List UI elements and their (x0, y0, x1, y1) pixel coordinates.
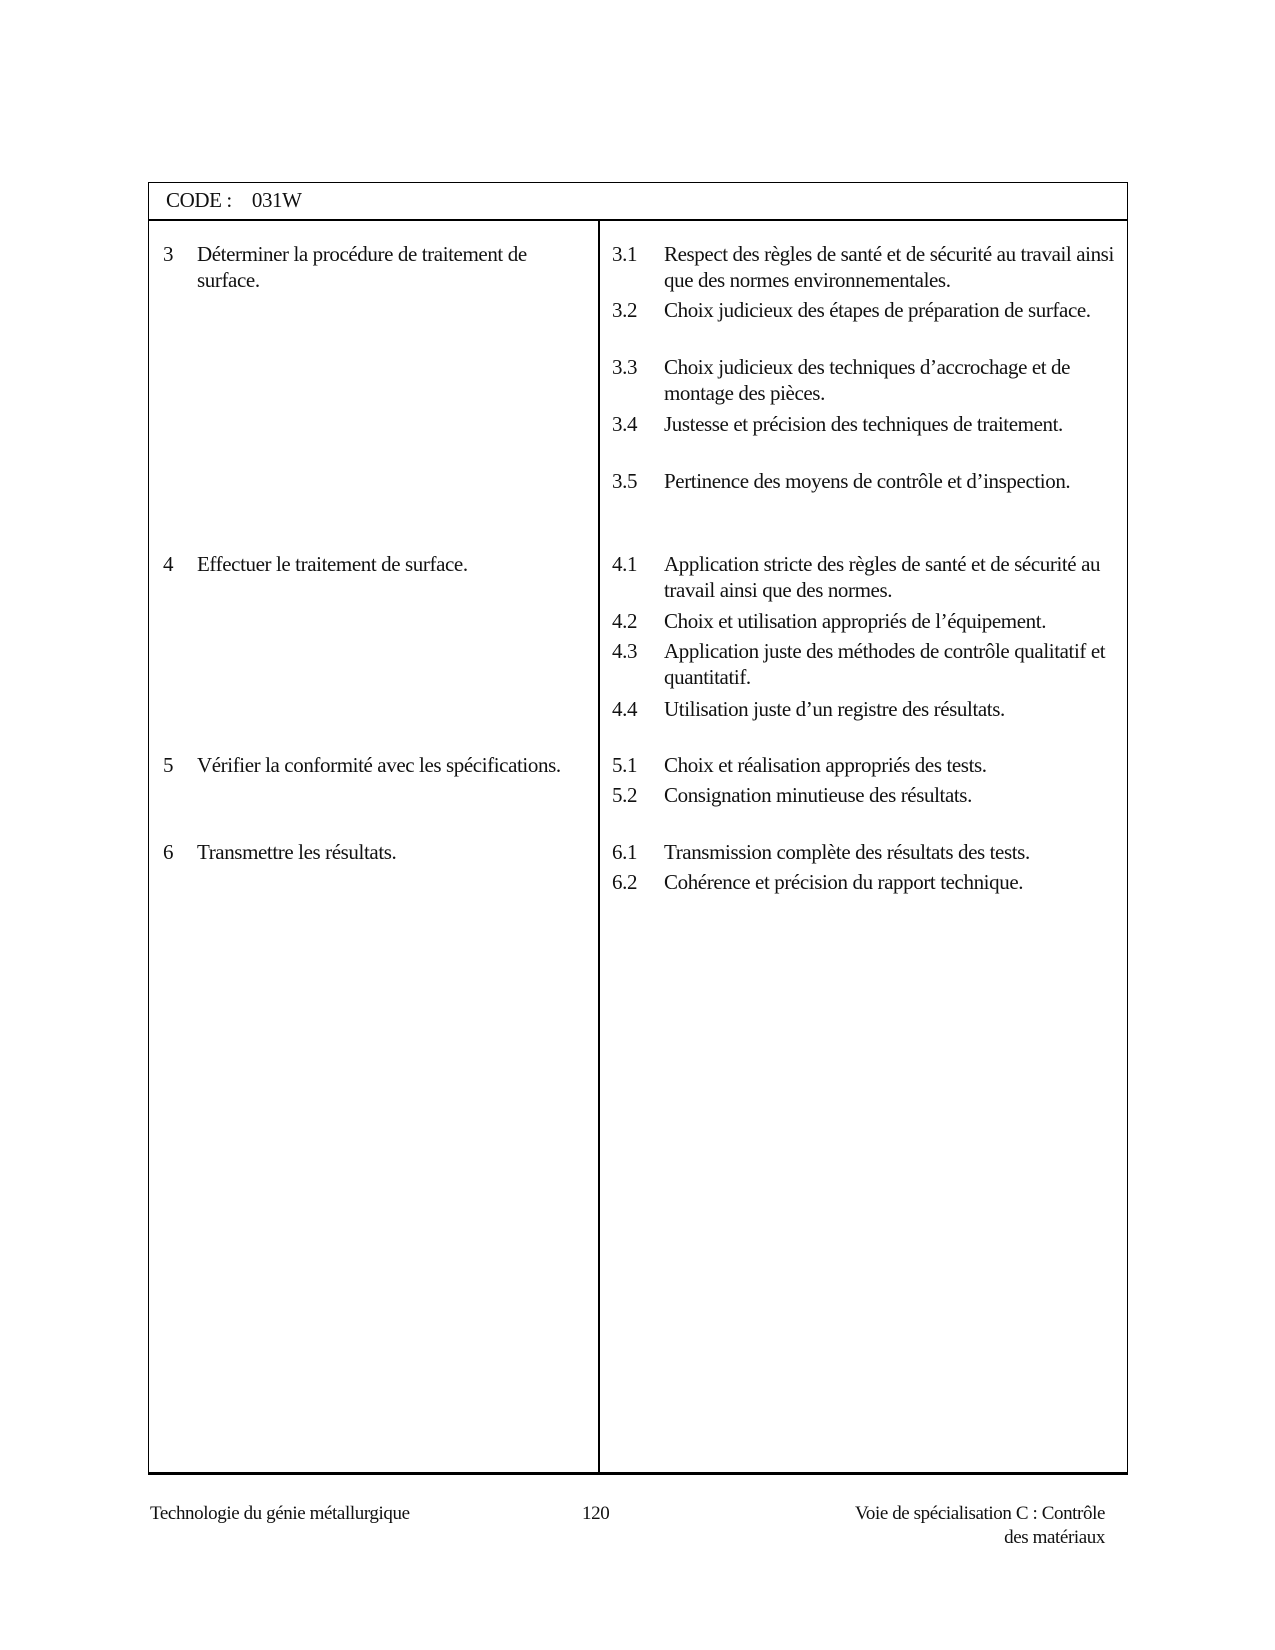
criterion-text: Utilisation juste d’un registre des résultats. (664, 697, 1005, 721)
criterion-number: 3.4 (612, 412, 638, 436)
criterion-text: Respect des règles de santé et de sécurité au travail ainsi que des normes environnementales. (664, 242, 1114, 292)
element-text: Transmettre les résultats. (197, 840, 397, 864)
criterion-number: 4.2 (612, 609, 638, 633)
element-number: 5 (163, 753, 174, 777)
element-text: Effectuer le traitement de surface. (197, 552, 468, 576)
footer-right-line1: Voie de spécialisation C : Contrôle (854, 1503, 1105, 1524)
criterion-number: 3.3 (612, 355, 638, 379)
criterion-text: Choix judicieux des étapes de préparation de surface. (664, 298, 1091, 322)
criterion-text: Cohérence et précision du rapport technique. (664, 870, 1024, 894)
criterion-number: 4.1 (612, 552, 638, 576)
criterion-number: 6.1 (612, 840, 638, 864)
criterion-text: Application juste des méthodes de contrôle qualitatif et quantitatif. (664, 639, 1106, 689)
criterion-number: 3.5 (612, 469, 638, 493)
footer-right-line2: des matériaux (1004, 1527, 1105, 1548)
criterion-number: 4.4 (612, 697, 638, 721)
element-number: 3 (163, 242, 174, 266)
footer-specialization (855, 1502, 1105, 1550)
criterion-number: 6.2 (612, 870, 638, 894)
criterion-text: Choix judicieux des techniques d’accrochage et de montage des pièces. (664, 355, 1071, 405)
element-text: Déterminer la procédure de traitement de surface. (197, 242, 527, 292)
element-text: Vérifier la conformité avec les spécifications. (197, 753, 561, 777)
criterion-text: Application stricte des règles de santé et de sécurité au travail ainsi que des normes. (664, 552, 1101, 602)
criterion-text: Choix et utilisation appropriés de l’équipement. (664, 609, 1047, 633)
criterion-text: Pertinence des moyens de contrôle et d’inspection. (664, 469, 1071, 493)
criterion-text: Justesse et précision des techniques de traitement. (664, 412, 1063, 436)
criterion-number: 5.1 (612, 753, 638, 777)
element-number: 4 (163, 552, 174, 576)
criterion-text: Transmission complète des résultats des tests. (664, 840, 1030, 864)
page-number: 120 (582, 1503, 610, 1524)
criterion-number: 4.3 (612, 639, 638, 663)
code-line (166, 188, 302, 213)
criterion-text: Consignation minutieuse des résultats. (664, 783, 972, 807)
column-divider (598, 221, 600, 1473)
criterion-text: Choix et réalisation appropriés des tests. (664, 753, 987, 777)
element-number: 6 (163, 840, 174, 864)
criterion-number: 5.2 (612, 783, 638, 807)
criterion-number: 3.2 (612, 298, 638, 322)
code-value: 031W (251, 188, 302, 212)
criterion-number: 3.1 (612, 242, 638, 266)
table-header (148, 182, 1128, 221)
code-label: CODE : (166, 188, 232, 212)
footer-title: Technologie du génie métallurgique (150, 1503, 410, 1524)
